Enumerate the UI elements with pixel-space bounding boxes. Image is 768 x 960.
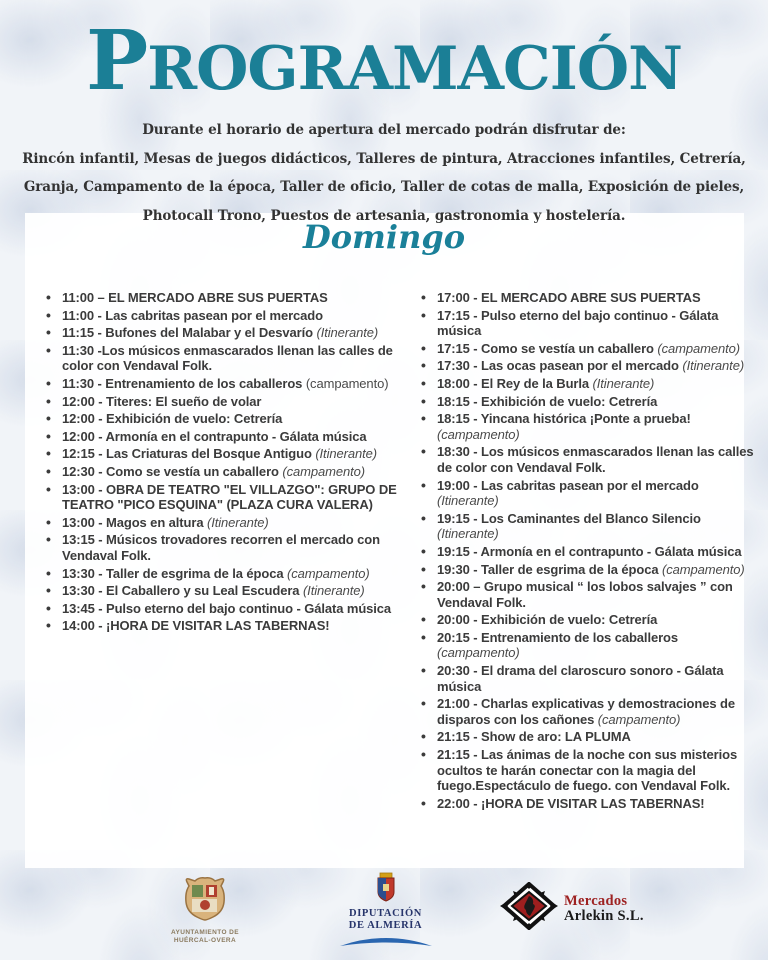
schedule-item-text: 13:30 - Taller de esgrima de la época bbox=[62, 565, 284, 581]
footer-logos bbox=[0, 872, 768, 952]
schedule-item-text: 20:00 - Exhibición de vuelo: Cetrería bbox=[437, 612, 658, 628]
schedule-item bbox=[45, 290, 410, 306]
schedule-item bbox=[420, 394, 758, 410]
schedule-item-text: 11:00 - Las cabritas pasean por el mercado bbox=[62, 307, 323, 323]
intro-line: Granja, Campamento de la época, Taller de oficio, Taller de cotas de malla, Exposición de pieles, bbox=[23, 179, 745, 195]
schedule-item bbox=[420, 411, 758, 442]
schedule-column-left bbox=[45, 290, 410, 813]
schedule-item bbox=[45, 343, 410, 374]
schedule-item bbox=[45, 515, 410, 531]
schedule-item-text: 18:15 - Exhibición de vuelo: Cetrería bbox=[437, 393, 658, 409]
schedule-item-text: 18:30 - Los músicos enmascarados llenan las calles de color con Vendaval Folk. bbox=[437, 444, 754, 475]
schedule-item bbox=[45, 566, 410, 582]
intro-line: Photocall Trono, Puestos de artesania, gastronomia y hostelería. bbox=[142, 207, 626, 224]
schedule-item bbox=[45, 446, 410, 462]
schedule-item bbox=[420, 612, 758, 628]
schedule-item-text: 17:15 - Pulso eterno del bajo continuo - Gálata música bbox=[437, 307, 719, 339]
schedule-item bbox=[420, 544, 758, 560]
schedule-item-text: 13:00 - OBRA DE TEATRO "EL VILLAZGO": GRUPO DE TEATRO "PICO ESQUINA" (PLAZA CURA VALERA) bbox=[62, 481, 397, 513]
schedule-item-note: (campamento) bbox=[305, 375, 389, 391]
day-heading: Domingo bbox=[302, 218, 466, 256]
diputacion-caption-line2: DE ALMERÍA bbox=[348, 919, 423, 931]
schedule-item-text: 22:00 - ¡HORA DE VISITAR LAS TABERNAS! bbox=[437, 795, 705, 811]
schedule-item-text: 17:00 - EL MERCADO ABRE SUS PUERTAS bbox=[437, 290, 701, 305]
schedule-item-note: (Itinerante) bbox=[315, 446, 377, 462]
schedule-item bbox=[45, 308, 410, 324]
schedule-item bbox=[420, 511, 758, 542]
schedule-item bbox=[420, 358, 758, 374]
schedule-item bbox=[420, 696, 758, 727]
ayuntamiento-caption-line1: AYUNTAMIENTO DE bbox=[171, 929, 239, 936]
almeria-shield-icon bbox=[375, 889, 397, 906]
schedule-item-text: 13:45 - Pulso eterno del bajo continuo - Gálata música bbox=[62, 600, 392, 616]
schedule-item-text: 21:00 - Charlas explicativas y demostraciones de disparos con los cañones bbox=[437, 696, 735, 727]
logo-ayuntamiento-huercal-overa bbox=[150, 876, 260, 944]
schedule-item-note: (Itinerante) bbox=[302, 583, 365, 599]
schedule-item-text: 14:00 - ¡HORA DE VISITAR LAS TABERNAS! bbox=[62, 618, 330, 634]
schedule-item-text: 19:15 - Los Caminantes del Blanco Silencio bbox=[437, 510, 701, 526]
schedule-item bbox=[45, 583, 410, 599]
intro-text bbox=[0, 116, 768, 230]
huercal-overa-crest-icon bbox=[179, 909, 231, 926]
schedule-item-note: (Itinerante) bbox=[206, 514, 269, 530]
intro-line: Durante el horario de apertura del mercado podrán disfrutar de: bbox=[142, 122, 626, 138]
schedule-item bbox=[420, 796, 758, 812]
schedule-item-text: 21:15 - Las ánimas de la noche con sus misterios ocultos te harán conectar con la magia del fuego.Espectáculo de fuego. con Vendaval Folk. bbox=[437, 747, 738, 794]
schedule-item bbox=[45, 464, 410, 480]
schedule-item-text: 12:00 - Titeres: El sueño de volar bbox=[62, 393, 262, 409]
schedule-item bbox=[45, 411, 410, 427]
schedule-item-text: 11:15 - Bufones del Malabar y el Desvarío bbox=[62, 325, 313, 341]
schedule-item bbox=[420, 729, 758, 745]
logo-diputacion-almeria bbox=[328, 872, 443, 952]
schedule-column-right bbox=[420, 290, 758, 813]
logo-mercados-arlekin bbox=[500, 882, 670, 935]
schedule-item bbox=[45, 532, 410, 563]
schedule-item-text: 12:15 - Las Criaturas del Bosque Antiguo bbox=[62, 446, 312, 462]
schedule-item bbox=[420, 308, 758, 339]
schedule-item-text: 12:00 - Armonía en el contrapunto - Gálata música bbox=[62, 428, 367, 444]
schedule-item-text: 20:30 - El drama del claroscuro sonoro - Gálata música bbox=[437, 663, 724, 694]
schedule-item-text: 19:15 - Armonía en el contrapunto - Gálata música bbox=[437, 543, 742, 559]
schedule-item bbox=[45, 482, 410, 513]
schedule-item-text: 12:00 - Exhibición de vuelo: Cetrería bbox=[62, 411, 283, 427]
schedule-item-note: (campamento) bbox=[282, 463, 365, 479]
schedule-item-text: 13:15 - Músicos trovadores recorren el mercado con Vendaval Folk. bbox=[62, 532, 380, 563]
schedule-item-note: (Itinerante) bbox=[682, 358, 745, 374]
schedule-item-text: 13:30 - El Caballero y su Leal Escudera bbox=[62, 583, 300, 599]
arlekin-caption-line2: Arlekin S.L. bbox=[564, 907, 644, 924]
schedule-item-note: (campamento) bbox=[287, 565, 370, 581]
schedule-item-text: 17:15 - Como se vestía un caballero bbox=[437, 340, 654, 356]
schedule-item-note: (campamento) bbox=[657, 340, 740, 356]
arlekin-caption-line1: Mercados bbox=[564, 892, 628, 909]
schedule-item-text: 12:30 - Como se vestía un caballero bbox=[62, 463, 279, 479]
schedule-item bbox=[420, 290, 758, 306]
schedule-item-text: 11:30 -Los músicos enmascarados llenan las calles de color con Vendaval Folk. bbox=[62, 342, 393, 374]
schedule-item-text: 20:15 - Entrenamiento de los caballeros bbox=[437, 629, 679, 645]
schedule-item bbox=[45, 394, 410, 410]
schedule-item bbox=[45, 601, 410, 617]
schedule-item-text: 19:30 - Taller de esgrima de la época bbox=[437, 561, 659, 577]
schedule-item bbox=[45, 429, 410, 445]
schedule-item-note: (campamento) bbox=[662, 561, 745, 577]
intro-line: Rincón infantil, Mesas de juegos didácticos, Talleres de pintura, Atracciones infantiles, Cetrería, bbox=[22, 150, 746, 167]
schedule-item-text: 18:00 - El Rey de la Burla bbox=[437, 375, 590, 391]
arlekin-diamond-icon bbox=[500, 882, 558, 935]
schedule-item bbox=[420, 478, 758, 509]
schedule-item bbox=[420, 663, 758, 694]
schedule-item bbox=[45, 325, 410, 341]
schedule-item bbox=[420, 444, 758, 475]
schedule-item bbox=[420, 630, 758, 661]
page-title: PROGRAMACIÓN bbox=[86, 11, 682, 109]
diputacion-caption-line1: DIPUTACIÓN bbox=[349, 908, 422, 919]
schedule-item-text: 19:00 - Las cabritas pasean por el mercado bbox=[437, 477, 699, 493]
ayuntamiento-caption-line2: HUÉRCAL-OVERA bbox=[173, 936, 237, 944]
schedule-item bbox=[420, 562, 758, 578]
schedule-item-text: 21:15 - Show de aro: LA PLUMA bbox=[437, 729, 631, 745]
schedule-item-note: (Itinerante) bbox=[316, 325, 379, 341]
schedule-item bbox=[420, 579, 758, 610]
schedule-item bbox=[45, 618, 410, 634]
diputacion-swoosh-icon bbox=[328, 934, 443, 952]
schedule-item-note: (campamento) bbox=[437, 645, 520, 661]
schedule-item-note: (Itinerante) bbox=[437, 493, 499, 509]
schedule-item-note: (campamento) bbox=[597, 711, 681, 727]
schedule-item-note: (Itinerante) bbox=[437, 526, 499, 542]
schedule-item bbox=[45, 376, 410, 392]
schedule-item bbox=[420, 376, 758, 392]
schedule-item-text: 18:15 - Yincana histórica ¡Ponte a prueba! bbox=[437, 411, 691, 427]
schedule-item-text: 17:30 - Las ocas pasean por el mercado bbox=[437, 358, 679, 374]
schedule-item-note: (campamento) bbox=[437, 426, 520, 442]
schedule-item-text: 13:00 - Magos en altura bbox=[62, 514, 204, 530]
schedule-item-text: 11:00 – EL MERCADO ABRE SUS PUERTAS bbox=[62, 290, 328, 305]
schedule-item-text: 20:00 – Grupo musical “ los lobos salvajes ” con Vendaval Folk. bbox=[437, 579, 733, 610]
schedule-item-note: (Itinerante) bbox=[592, 375, 655, 391]
schedule-item-text: 11:30 - Entrenamiento de los caballeros bbox=[62, 375, 303, 391]
schedule bbox=[45, 290, 758, 813]
schedule-item bbox=[420, 341, 758, 357]
schedule-item bbox=[420, 747, 758, 794]
